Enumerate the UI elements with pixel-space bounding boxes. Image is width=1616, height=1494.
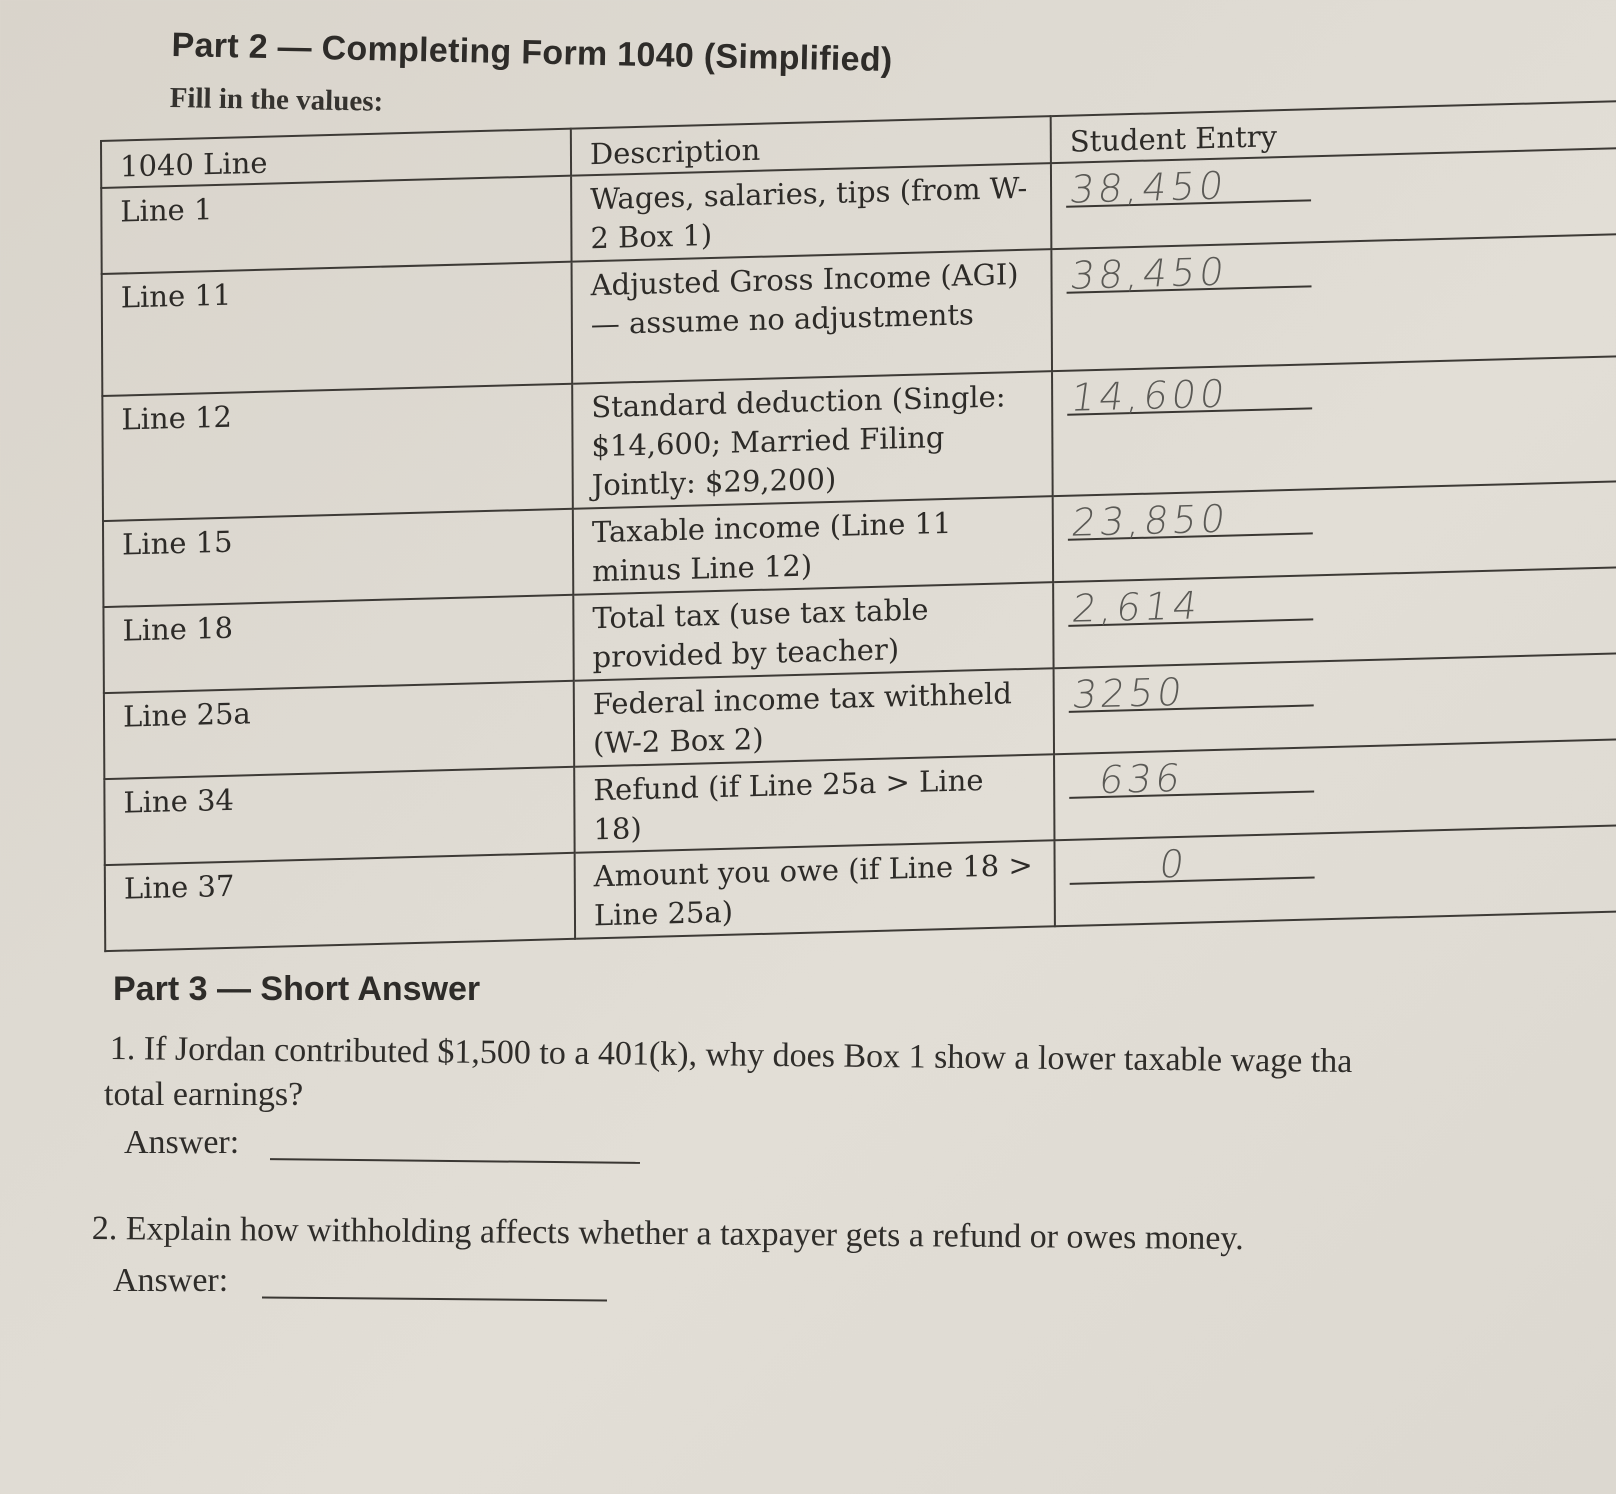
answer-1-field[interactable] [270, 1158, 640, 1164]
header-description: Description [571, 116, 1051, 176]
student-entry-field[interactable] [1069, 750, 1314, 803]
student-entry-field[interactable] [1068, 578, 1313, 631]
student-entry-cell [1054, 653, 1616, 754]
handwritten-value: 636 [1096, 755, 1187, 803]
part2-title: Part 2 — Completing Form 1040 (Simplified) [171, 26, 893, 80]
answer-2-label: Answer: [113, 1262, 229, 1299]
student-entry-cell [1053, 567, 1616, 668]
line-number: Line 1 [101, 176, 571, 274]
handwritten-value: 38,450 [1067, 163, 1231, 212]
line-description: Refund (if Line 25a > Line 18) [574, 754, 1054, 853]
student-entry-field[interactable] [1068, 492, 1313, 545]
line-description: Adjusted Gross Income (AGI) — assume no adjustments [572, 249, 1052, 384]
student-entry-field[interactable] [1069, 836, 1314, 887]
student-entry-field[interactable] [1069, 664, 1314, 717]
student-entry-cell [1052, 356, 1616, 496]
line-number: Line 11 [102, 262, 572, 396]
student-entry-cell [1054, 739, 1616, 840]
line-description: Wages, salaries, tips (from W-2 Box 1) [571, 163, 1051, 262]
header-1040-line: 1040 Line [101, 129, 571, 188]
handwritten-value: 14,600 [1068, 371, 1232, 420]
question-1-text-continued: total earnings? [104, 1076, 304, 1113]
line-number: Line 15 [103, 509, 573, 607]
student-entry-field[interactable] [1067, 367, 1312, 420]
line-number: Line 37 [105, 853, 575, 951]
line-description: Standard deduction (Single: $14,600; Married Filing Jointly: $29,200) [572, 371, 1052, 509]
student-entry-cell [1054, 825, 1616, 926]
question-1-text: 1. If Jordan contributed $1,500 to a 401(k), why does Box 1 show a lower taxable wage tha [109, 1030, 1353, 1081]
handwritten-value: 2,614 [1069, 583, 1205, 631]
student-entry-cell [1051, 234, 1616, 371]
line-description: Total tax (use tax table provided by teacher) [573, 582, 1053, 681]
form-1040-table [100, 100, 1616, 952]
answer-1-label: Answer: [124, 1124, 240, 1161]
question-2-text: 2. Explain how withholding affects whether a taxpayer gets a refund or owes money. [91, 1210, 1244, 1258]
handwritten-value: 0 [1156, 841, 1191, 887]
answer-2-field[interactable] [262, 1296, 607, 1301]
handwritten-value: 38,450 [1067, 249, 1231, 298]
student-entry-field[interactable] [1066, 245, 1311, 298]
line-number: Line 18 [103, 595, 573, 693]
line-description: Amount you owe (if Line 18 > Line 25a) [575, 840, 1055, 939]
line-number: Line 25a [104, 681, 574, 779]
student-entry-field[interactable] [1066, 159, 1311, 212]
line-number: Line 12 [102, 384, 572, 521]
student-entry-cell [1053, 481, 1616, 582]
line-number: Line 34 [104, 767, 574, 865]
line-description: Federal income tax withheld (W-2 Box 2) [574, 668, 1054, 767]
part2-instruction: Fill in the values: [169, 82, 384, 118]
handwritten-value: 3250 [1069, 669, 1189, 717]
student-entry-cell [1051, 148, 1616, 249]
part3-title: Part 3 — Short Answer [113, 970, 481, 1008]
form-1040-table-wrapper [100, 100, 1616, 952]
handwritten-value: 23,850 [1068, 496, 1232, 545]
line-description: Taxable income (Line 11 minus Line 12) [573, 496, 1053, 595]
header-student-entry: Student Entry [1051, 101, 1616, 163]
